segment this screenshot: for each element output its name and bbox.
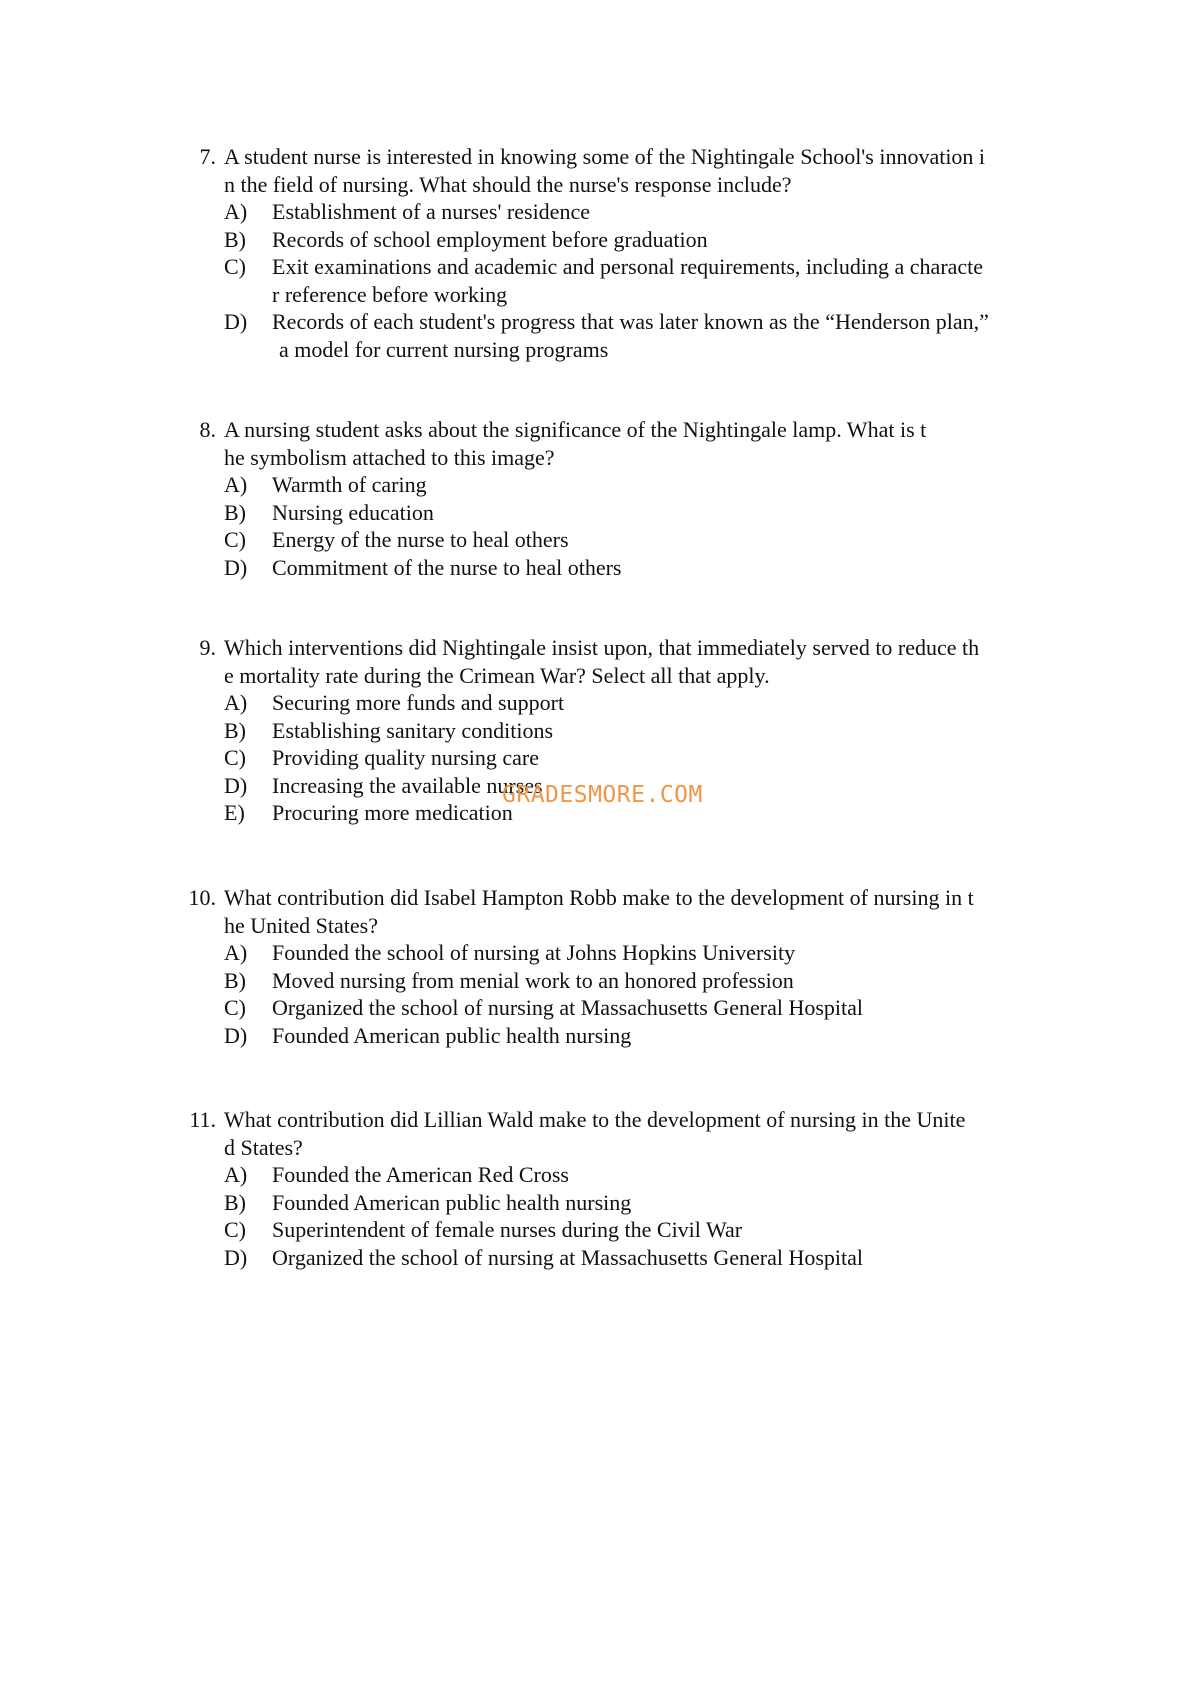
question-8 — [180, 416, 1080, 581]
question-stem — [180, 416, 1080, 471]
option-letter: C) — [224, 745, 246, 770]
option-c — [180, 744, 1080, 772]
option-text: Energy of the nurse to heal others — [272, 527, 569, 552]
question-number: 9. — [199, 635, 216, 660]
option-letter: B) — [224, 226, 246, 252]
stem-line: he United States? — [224, 912, 378, 938]
option-letter: D) — [224, 772, 248, 798]
option-letter: A) — [224, 199, 248, 224]
option-c — [180, 1216, 1080, 1244]
option-text: Organized the school of nursing at Massachusetts General Hospital — [272, 995, 864, 1020]
question-number: 7. — [199, 144, 216, 169]
option-text: Founded the school of nursing at Johns Hopkins University — [272, 940, 796, 965]
option-text: Founded American public health nursing — [272, 1189, 632, 1215]
option-text: Records of school employment before graduation — [272, 226, 708, 252]
option-b — [180, 1189, 1080, 1217]
stem-line: What contribution did Isabel Hampton Robb make to the development of nursing in t — [224, 885, 974, 910]
option-letter: A) — [224, 1162, 248, 1187]
question-stem — [180, 1106, 1080, 1161]
question-number: 10. — [188, 885, 216, 910]
option-text: Securing more funds and support — [272, 690, 565, 715]
option-b — [180, 499, 1080, 527]
option-letter: D) — [224, 1022, 248, 1048]
option-a — [180, 939, 1080, 967]
question-number: 8. — [199, 417, 216, 442]
option-letter: A) — [224, 940, 248, 965]
option-letter: A) — [224, 690, 248, 715]
option-text: Providing quality nursing care — [272, 745, 540, 770]
question-stem — [180, 884, 1080, 939]
option-text: Increasing the available nurses — [272, 772, 543, 798]
option-d — [180, 554, 1080, 582]
question-10 — [180, 884, 1080, 1049]
question-stem — [180, 143, 1080, 198]
watermark: GRADESMORE.COM — [502, 782, 703, 808]
option-letter: B) — [224, 499, 246, 525]
option-d — [180, 308, 1080, 363]
option-letter: B) — [224, 717, 246, 743]
option-text: Exit examinations and academic and personal requirements, including a characte — [272, 254, 984, 279]
option-text: Establishment of a nurses' residence — [272, 199, 590, 224]
option-d — [180, 1022, 1080, 1050]
option-text: Superintendent of female nurses during the Civil War — [272, 1217, 743, 1242]
option-c — [180, 994, 1080, 1022]
option-text: Procuring more medication — [272, 800, 513, 825]
option-text: Founded American public health nursing — [272, 1022, 632, 1048]
option-text: Commitment of the nurse to heal others — [272, 554, 622, 580]
question-11 — [180, 1106, 1080, 1271]
question-7 — [180, 143, 1080, 363]
option-text: Moved nursing from menial work to an honored profession — [272, 967, 794, 993]
option-letter: B) — [224, 967, 246, 993]
option-a — [180, 198, 1080, 226]
stem-line: What contribution did Lillian Wald make to the development of nursing in the Unite — [224, 1107, 966, 1132]
option-b — [180, 226, 1080, 254]
option-a — [180, 1161, 1080, 1189]
option-letter: E) — [224, 800, 245, 825]
option-d — [180, 1244, 1080, 1272]
stem-line: d States? — [224, 1134, 303, 1160]
option-letter: C) — [224, 1217, 246, 1242]
option-b — [180, 717, 1080, 745]
option-letter: C) — [224, 254, 246, 279]
option-text: Founded the American Red Cross — [272, 1162, 569, 1187]
option-c — [180, 526, 1080, 554]
option-letter: D) — [224, 1244, 248, 1270]
option-a — [180, 689, 1080, 717]
option-letter: D) — [224, 554, 248, 580]
stem-line: A student nurse is interested in knowing some of the Nightingale School's innovation i — [224, 144, 986, 169]
option-text: Establishing sanitary conditions — [272, 717, 554, 743]
stem-line: e mortality rate during the Crimean War? Select all that apply. — [224, 662, 770, 688]
stem-line: A nursing student asks about the significance of the Nightingale lamp. What is t — [224, 417, 927, 442]
option-a — [180, 471, 1080, 499]
option-text: Organized the school of nursing at Massachusetts General Hospital — [272, 1244, 864, 1270]
option-letter: A) — [224, 472, 248, 497]
stem-line: n the field of nursing. What should the nurse's response include? — [224, 171, 792, 197]
stem-line: he symbolism attached to this image? — [224, 444, 555, 470]
question-number: 11. — [189, 1107, 216, 1132]
option-text: a model for current nursing programs — [279, 336, 609, 362]
option-text: r reference before working — [272, 281, 508, 307]
option-letter: B) — [224, 1189, 246, 1215]
option-text: Records of each student's progress that was later known as the “Henderson plan,” — [272, 309, 989, 334]
option-letter: C) — [224, 527, 246, 552]
option-b — [180, 967, 1080, 995]
stem-line: Which interventions did Nightingale insist upon, that immediately served to reduce th — [224, 635, 980, 660]
question-stem — [180, 634, 1080, 689]
option-letter: C) — [224, 995, 246, 1020]
option-text: Nursing education — [272, 499, 434, 525]
option-text: Warmth of caring — [272, 472, 427, 497]
option-letter: D) — [224, 309, 248, 334]
option-c — [180, 253, 1080, 308]
